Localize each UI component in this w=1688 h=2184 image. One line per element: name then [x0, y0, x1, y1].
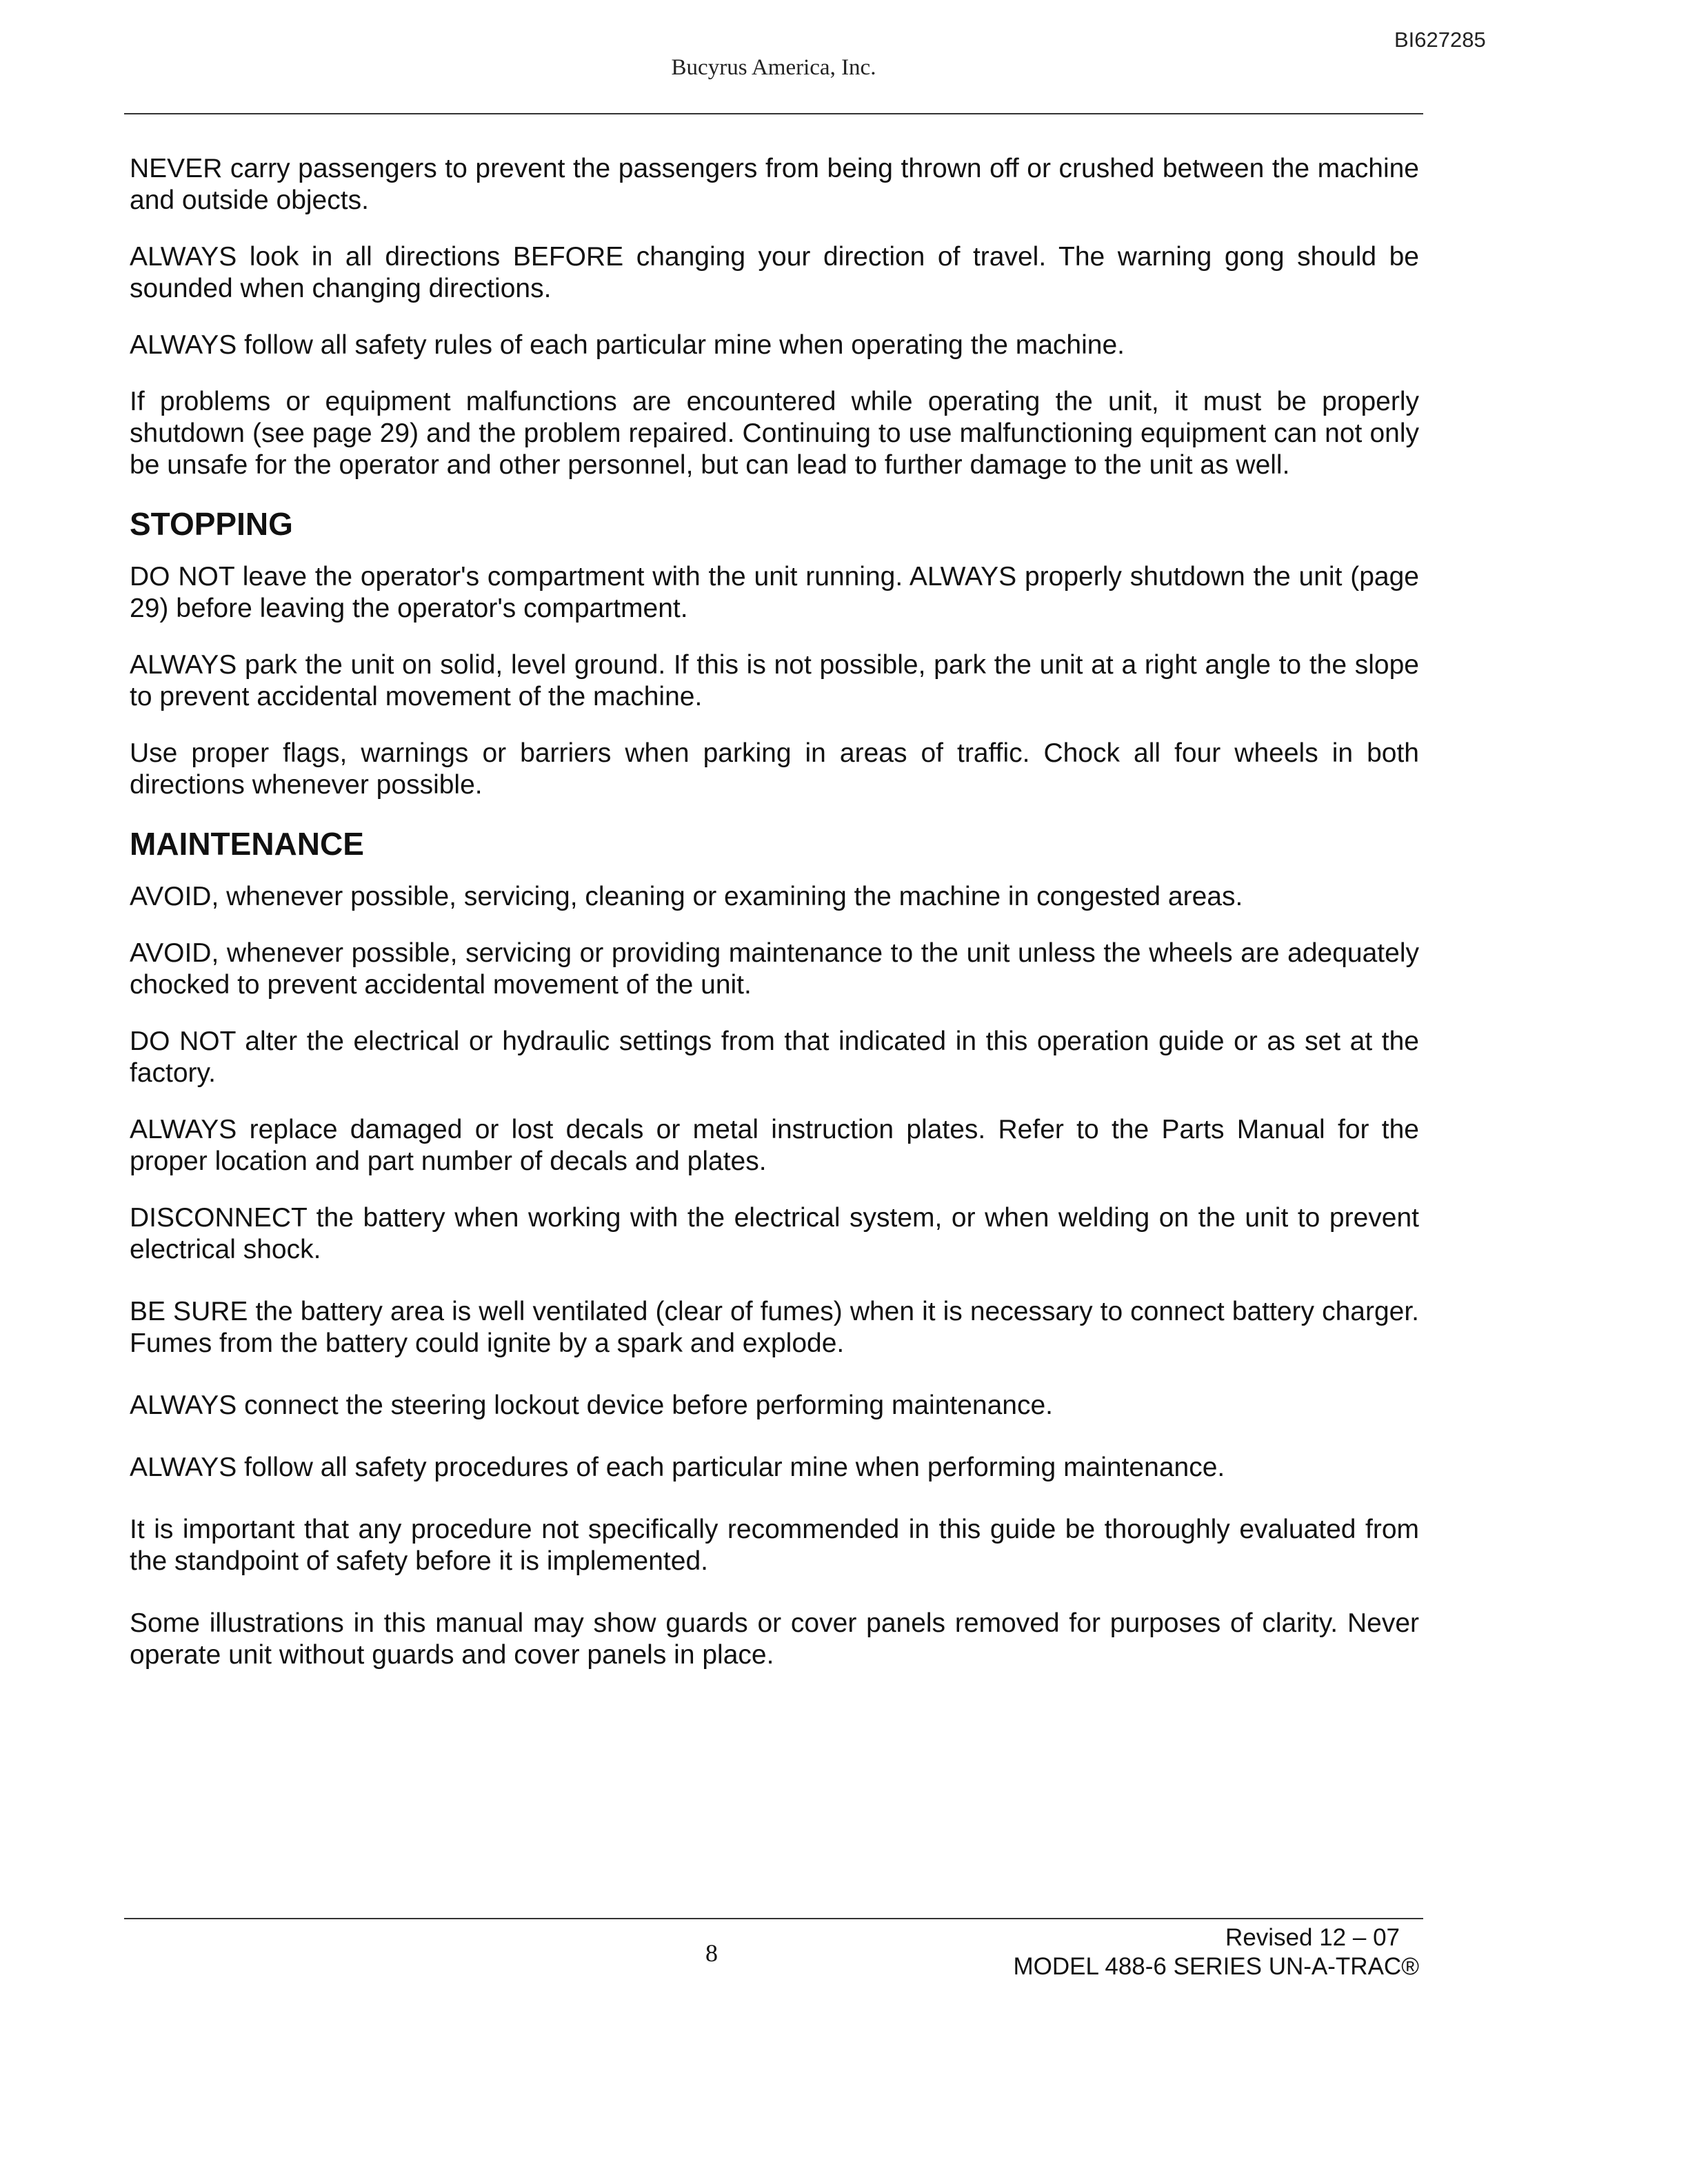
page-number: 8 — [705, 1939, 718, 1967]
document-id: BI627285 — [1394, 28, 1486, 52]
stopping-heading: STOPPING — [130, 506, 293, 542]
paragraph-never-carry-passengers: NEVER carry passengers to prevent the passengers from being thrown off or crushed between the machine and outside objects. — [130, 154, 1419, 215]
paragraph-flags-and-chocks: Use proper flags, warnings or barriers when parking in areas of traffic. Chock all four wheels in both directions whenever possible. — [130, 738, 1419, 800]
paragraph-steering-lockout: ALWAYS connect the steering lockout device before performing maintenance. — [130, 1391, 1054, 1420]
paragraph-park-on-level-ground: ALWAYS park the unit on solid, level ground. If this is not possible, park the unit at a right angle to the slope to prevent accidental movement of the machine. — [130, 650, 1419, 711]
paragraph-disconnect-battery: DISCONNECT the battery when working with the electrical system, or when welding on the unit to prevent electrical shock. — [130, 1203, 1419, 1264]
model-name: MODEL 488-6 SERIES UN-A-TRAC® — [1013, 1953, 1419, 1980]
paragraph-evaluate-procedures: It is important that any procedure not specifically recommended in this guide be thoroughly evaluated from the standpoint of safety before it is implemented. — [130, 1515, 1419, 1576]
paragraph-follow-safety-procedures: ALWAYS follow all safety procedures of each particular mine when performing maintenance. — [130, 1453, 1225, 1482]
paragraph-battery-ventilation: BE SURE the battery area is well ventilated (clear of fumes) when it is necessary to connect battery charger. Fumes from the battery could ignite by a spark and explode. — [130, 1297, 1419, 1358]
paragraph-avoid-unchocked-wheels: AVOID, whenever possible, servicing or providing maintenance to the unit unless the wheels are adequately chocked to prevent accidental movement of the unit. — [130, 938, 1419, 1000]
paragraph-follow-mine-rules: ALWAYS follow all safety rules of each particular mine when operating the machine. — [130, 330, 1125, 360]
page-body — [130, 153, 1419, 1701]
header-divider — [124, 113, 1423, 114]
revision-date: Revised 12 – 07 — [1225, 1924, 1400, 1951]
company-header: Bucyrus America, Inc. — [671, 55, 876, 80]
paragraph-replace-decals: ALWAYS replace damaged or lost decals or metal instruction plates. Refer to the Parts Manual for the proper location and part number of decals and plates. — [130, 1115, 1419, 1176]
maintenance-heading: MAINTENANCE — [130, 826, 364, 862]
footer-divider — [124, 1918, 1423, 1919]
paragraph-malfunctions: If problems or equipment malfunctions are encountered while operating the unit, it must be properly shutdown (see page 29) and the problem repaired. Continuing to use malfunctioning equipment can not only be unsafe for the operator and other personnel, but can lead to further damage to the unit as well. — [130, 387, 1419, 480]
paragraph-guards-and-panels: Some illustrations in this manual may show guards or cover panels removed for purposes of clarity. Never operate unit without guards and cover panels in place. — [130, 1608, 1419, 1670]
paragraph-do-not-alter-settings: DO NOT alter the electrical or hydraulic settings from that indicated in this operation guide or as set at the factory. — [130, 1027, 1419, 1088]
paragraph-avoid-congested-areas: AVOID, whenever possible, servicing, cleaning or examining the machine in congested areas. — [130, 882, 1243, 911]
paragraph-do-not-leave-compartment: DO NOT leave the operator's compartment with the unit running. ALWAYS properly shutdown the unit (page 29) before leaving the operator's compartment. — [130, 562, 1419, 623]
paragraph-always-look: ALWAYS look in all directions BEFORE changing your direction of travel. The warning gong should be sounded when changing directions. — [130, 242, 1419, 303]
